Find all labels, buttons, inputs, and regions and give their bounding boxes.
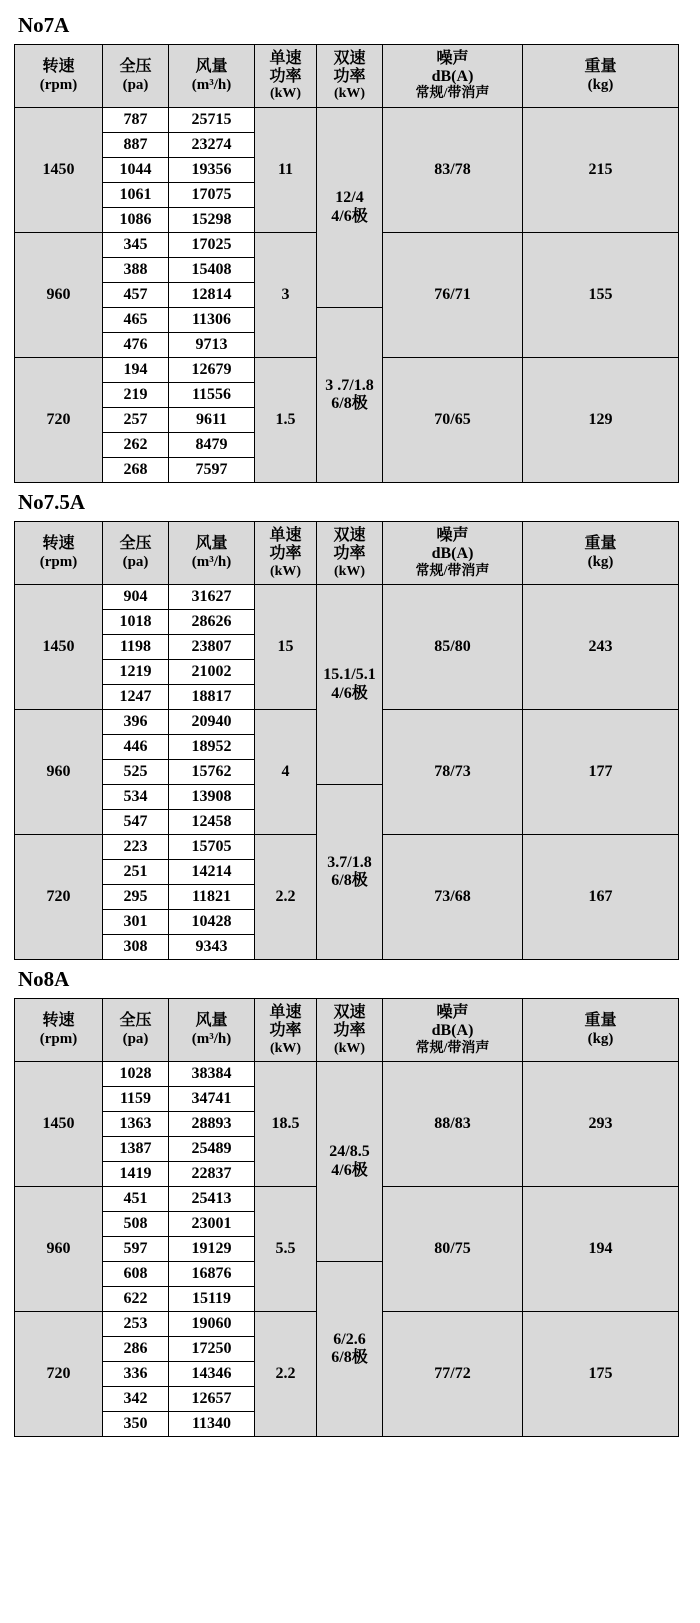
cell-weight: 243 bbox=[523, 585, 679, 710]
cell-flow: 12679 bbox=[169, 358, 255, 383]
cell-flow: 20940 bbox=[169, 710, 255, 735]
cell-noise: 80/75 bbox=[383, 1187, 523, 1312]
cell-flow: 34741 bbox=[169, 1087, 255, 1112]
cell-pressure: 1086 bbox=[103, 208, 169, 233]
header-rpm: 转速 (rpm) bbox=[15, 999, 103, 1062]
cell-single-power: 1.5 bbox=[255, 358, 317, 483]
cell-single-power: 5.5 bbox=[255, 1187, 317, 1312]
section-title: No8A bbox=[18, 967, 70, 992]
spec-table bbox=[14, 44, 679, 483]
cell-flow: 17025 bbox=[169, 233, 255, 258]
cell-flow: 9611 bbox=[169, 408, 255, 433]
cell-flow: 11556 bbox=[169, 383, 255, 408]
cell-flow: 19129 bbox=[169, 1237, 255, 1262]
header-single-power: 单速 功率 (kW) bbox=[255, 999, 317, 1062]
cell-weight: 155 bbox=[523, 233, 679, 358]
cell-flow: 15705 bbox=[169, 835, 255, 860]
cell-flow: 14346 bbox=[169, 1362, 255, 1387]
cell-flow: 15762 bbox=[169, 760, 255, 785]
cell-flow: 16876 bbox=[169, 1262, 255, 1287]
cell-weight: 293 bbox=[523, 1062, 679, 1187]
cell-flow: 23001 bbox=[169, 1212, 255, 1237]
spec-section bbox=[14, 14, 686, 483]
cell-pressure: 1028 bbox=[103, 1062, 169, 1087]
cell-flow: 9343 bbox=[169, 935, 255, 960]
cell-pressure: 1198 bbox=[103, 635, 169, 660]
cell-pressure: 476 bbox=[103, 333, 169, 358]
cell-flow: 38384 bbox=[169, 1062, 255, 1087]
header-flow: 风量 (m³/h) bbox=[169, 999, 255, 1062]
cell-pressure: 308 bbox=[103, 935, 169, 960]
cell-noise: 77/72 bbox=[383, 1312, 523, 1437]
cell-pressure: 262 bbox=[103, 433, 169, 458]
header-single-power: 单速 功率 (kW) bbox=[255, 45, 317, 108]
cell-noise: 78/73 bbox=[383, 710, 523, 835]
cell-pressure: 268 bbox=[103, 458, 169, 483]
cell-pressure: 1363 bbox=[103, 1112, 169, 1137]
cell-flow: 19060 bbox=[169, 1312, 255, 1337]
cell-dual-power: 6/2.6 6/8极 bbox=[317, 1262, 383, 1437]
cell-pressure: 345 bbox=[103, 233, 169, 258]
cell-rpm: 720 bbox=[15, 358, 103, 483]
table-row bbox=[15, 1062, 679, 1087]
cell-flow: 17075 bbox=[169, 183, 255, 208]
cell-flow: 25489 bbox=[169, 1137, 255, 1162]
spec-section bbox=[14, 968, 686, 1437]
cell-weight: 177 bbox=[523, 710, 679, 835]
cell-pressure: 219 bbox=[103, 383, 169, 408]
cell-pressure: 451 bbox=[103, 1187, 169, 1212]
cell-weight: 129 bbox=[523, 358, 679, 483]
cell-rpm: 1450 bbox=[15, 108, 103, 233]
cell-flow: 18952 bbox=[169, 735, 255, 760]
cell-flow: 28893 bbox=[169, 1112, 255, 1137]
cell-pressure: 547 bbox=[103, 810, 169, 835]
cell-noise: 76/71 bbox=[383, 233, 523, 358]
cell-pressure: 1219 bbox=[103, 660, 169, 685]
cell-pressure: 1419 bbox=[103, 1162, 169, 1187]
table-header-row bbox=[15, 45, 679, 108]
header-noise: 噪声 dB(A) 常规/带消声 bbox=[383, 45, 523, 108]
cell-pressure: 608 bbox=[103, 1262, 169, 1287]
cell-pressure: 396 bbox=[103, 710, 169, 735]
header-rpm: 转速 (rpm) bbox=[15, 45, 103, 108]
cell-flow: 18817 bbox=[169, 685, 255, 710]
section-title: No7A bbox=[18, 13, 70, 37]
cell-single-power: 3 bbox=[255, 233, 317, 358]
cell-pressure: 336 bbox=[103, 1362, 169, 1387]
cell-pressure: 508 bbox=[103, 1212, 169, 1237]
cell-flow: 19356 bbox=[169, 158, 255, 183]
cell-pressure: 295 bbox=[103, 885, 169, 910]
header-rpm: 转速 (rpm) bbox=[15, 522, 103, 585]
cell-pressure: 446 bbox=[103, 735, 169, 760]
cell-flow: 11821 bbox=[169, 885, 255, 910]
cell-pressure: 465 bbox=[103, 308, 169, 333]
cell-rpm: 720 bbox=[15, 835, 103, 960]
cell-flow: 28626 bbox=[169, 610, 255, 635]
cell-single-power: 2.2 bbox=[255, 835, 317, 960]
header-single-power: 单速 功率 (kW) bbox=[255, 522, 317, 585]
cell-flow: 17250 bbox=[169, 1337, 255, 1362]
cell-pressure: 904 bbox=[103, 585, 169, 610]
cell-flow: 15298 bbox=[169, 208, 255, 233]
cell-pressure: 223 bbox=[103, 835, 169, 860]
cell-dual-power: 15.1/5.1 4/6极 bbox=[317, 585, 383, 785]
spec-table bbox=[14, 998, 679, 1437]
cell-pressure: 251 bbox=[103, 860, 169, 885]
cell-pressure: 1159 bbox=[103, 1087, 169, 1112]
cell-noise: 85/80 bbox=[383, 585, 523, 710]
header-pressure: 全压 (pa) bbox=[103, 45, 169, 108]
cell-noise: 70/65 bbox=[383, 358, 523, 483]
header-dual-power: 双速 功率 (kW) bbox=[317, 522, 383, 585]
cell-pressure: 342 bbox=[103, 1387, 169, 1412]
header-dual-power: 双速 功率 (kW) bbox=[317, 45, 383, 108]
cell-pressure: 534 bbox=[103, 785, 169, 810]
cell-pressure: 350 bbox=[103, 1412, 169, 1437]
header-noise: 噪声 dB(A) 常规/带消声 bbox=[383, 999, 523, 1062]
section-title: No7.5A bbox=[18, 490, 86, 515]
cell-pressure: 1018 bbox=[103, 610, 169, 635]
cell-flow: 10428 bbox=[169, 910, 255, 935]
cell-flow: 13908 bbox=[169, 785, 255, 810]
cell-single-power: 11 bbox=[255, 108, 317, 233]
cell-rpm: 960 bbox=[15, 1187, 103, 1312]
cell-weight: 175 bbox=[523, 1312, 679, 1437]
cell-pressure: 597 bbox=[103, 1237, 169, 1262]
cell-pressure: 1387 bbox=[103, 1137, 169, 1162]
cell-weight: 215 bbox=[523, 108, 679, 233]
header-pressure: 全压 (pa) bbox=[103, 999, 169, 1062]
cell-single-power: 4 bbox=[255, 710, 317, 835]
cell-single-power: 2.2 bbox=[255, 1312, 317, 1437]
cell-dual-power: 3.7/1.8 6/8极 bbox=[317, 785, 383, 960]
cell-pressure: 1044 bbox=[103, 158, 169, 183]
cell-flow: 9713 bbox=[169, 333, 255, 358]
cell-pressure: 1061 bbox=[103, 183, 169, 208]
cell-dual-power: 3 .7/1.8 6/8极 bbox=[317, 308, 383, 483]
cell-noise: 88/83 bbox=[383, 1062, 523, 1187]
cell-rpm: 1450 bbox=[15, 585, 103, 710]
cell-noise: 73/68 bbox=[383, 835, 523, 960]
cell-flow: 31627 bbox=[169, 585, 255, 610]
cell-single-power: 15 bbox=[255, 585, 317, 710]
cell-pressure: 257 bbox=[103, 408, 169, 433]
cell-rpm: 720 bbox=[15, 1312, 103, 1437]
cell-flow: 15119 bbox=[169, 1287, 255, 1312]
header-pressure: 全压 (pa) bbox=[103, 522, 169, 585]
cell-flow: 12814 bbox=[169, 283, 255, 308]
cell-flow: 7597 bbox=[169, 458, 255, 483]
header-noise: 噪声 dB(A) 常规/带消声 bbox=[383, 522, 523, 585]
header-weight: 重量 (kg) bbox=[523, 45, 679, 108]
header-flow: 风量 (m³/h) bbox=[169, 522, 255, 585]
cell-flow: 11306 bbox=[169, 308, 255, 333]
cell-rpm: 1450 bbox=[15, 1062, 103, 1187]
cell-pressure: 787 bbox=[103, 108, 169, 133]
cell-flow: 15408 bbox=[169, 258, 255, 283]
cell-pressure: 286 bbox=[103, 1337, 169, 1362]
cell-flow: 22837 bbox=[169, 1162, 255, 1187]
cell-pressure: 457 bbox=[103, 283, 169, 308]
cell-flow: 25413 bbox=[169, 1187, 255, 1212]
cell-single-power: 18.5 bbox=[255, 1062, 317, 1187]
cell-pressure: 194 bbox=[103, 358, 169, 383]
header-weight: 重量 (kg) bbox=[523, 999, 679, 1062]
cell-flow: 23274 bbox=[169, 133, 255, 158]
table-row bbox=[15, 108, 679, 133]
header-dual-power: 双速 功率 (kW) bbox=[317, 999, 383, 1062]
cell-pressure: 388 bbox=[103, 258, 169, 283]
table-row bbox=[15, 585, 679, 610]
cell-flow: 21002 bbox=[169, 660, 255, 685]
cell-pressure: 525 bbox=[103, 760, 169, 785]
cell-pressure: 1247 bbox=[103, 685, 169, 710]
cell-noise: 83/78 bbox=[383, 108, 523, 233]
cell-weight: 194 bbox=[523, 1187, 679, 1312]
table-header-row bbox=[15, 522, 679, 585]
cell-flow: 12458 bbox=[169, 810, 255, 835]
cell-rpm: 960 bbox=[15, 710, 103, 835]
cell-pressure: 887 bbox=[103, 133, 169, 158]
cell-pressure: 622 bbox=[103, 1287, 169, 1312]
cell-pressure: 301 bbox=[103, 910, 169, 935]
cell-weight: 167 bbox=[523, 835, 679, 960]
cell-dual-power: 12/4 4/6极 bbox=[317, 108, 383, 308]
header-weight: 重量 (kg) bbox=[523, 522, 679, 585]
cell-rpm: 960 bbox=[15, 233, 103, 358]
spec-table bbox=[14, 521, 679, 960]
cell-flow: 23807 bbox=[169, 635, 255, 660]
cell-flow: 14214 bbox=[169, 860, 255, 885]
header-flow: 风量 (m³/h) bbox=[169, 45, 255, 108]
cell-pressure: 253 bbox=[103, 1312, 169, 1337]
cell-flow: 25715 bbox=[169, 108, 255, 133]
cell-flow: 8479 bbox=[169, 433, 255, 458]
cell-dual-power: 24/8.5 4/6极 bbox=[317, 1062, 383, 1262]
cell-flow: 12657 bbox=[169, 1387, 255, 1412]
table-header-row bbox=[15, 999, 679, 1062]
spec-section bbox=[14, 491, 686, 960]
cell-flow: 11340 bbox=[169, 1412, 255, 1437]
